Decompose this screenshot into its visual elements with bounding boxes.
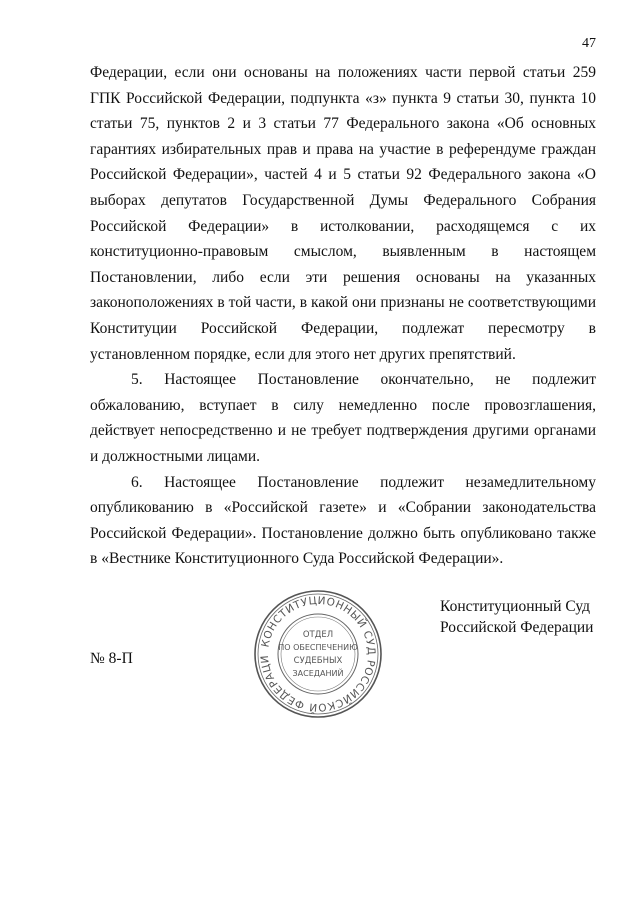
official-seal (252, 588, 384, 720)
paragraph-continuation: Федерации, если они основаны на положениях части первой статьи 259 ГПК Российской Федерации, подпункта «з» пункта 9 статьи 30, пункта 10 статьи 75, пунктов 2 и 3 статьи 77 Федерального закона «Об основных гарантиях избирательных прав и права на участие в референдуме граждан Российской Федерации», частей 4 и 5 статьи 92 Федерального закона «О выборах депутатов Государственной Думы Федерального Собрания Российской Федерации» в истолковании, расходящемся с их конституционно-правовым смыслом, выявленным в настоящем Постановлении, либо если эти решения основаны на указанных законоположениях в той части, в какой они признаны не соответствующими Конституции Российской Федерации, подлежат пересмотру в установленном порядке, если для этого нет других препятствий. (90, 64, 596, 363)
document-number: № 8-П (90, 650, 133, 667)
seal-center-line-4: ЗАСЕДАНИЙ (292, 669, 344, 678)
signature-line-2: Российской Федерации (440, 619, 594, 636)
seal-center-line-2: ПО ОБЕСПЕЧЕНИЮ (278, 643, 358, 652)
seal-center-line-1: ОТДЕЛ (302, 630, 334, 640)
document-body (90, 60, 596, 572)
paragraph-item-5: 5. Настоящее Постановление окончательно, не подлежит обжалованию, вступает в силу немедленно после провозглашения, действует непосредственно и не требует подтверждения другими органами и должностными лицами. (90, 371, 596, 465)
signature-line-1: Конституционный Суд (440, 598, 591, 615)
signature-block (440, 596, 593, 638)
paragraph-item-6: 6. Настоящее Постановление подлежит незамедлительному опубликованию в «Российской газете» и «Собрании законодательства Российской Федерации». Постановление должно быть опубликовано также в «Вестнике Конституционного Суда Российской Федерации». (90, 473, 596, 568)
seal-ring-text: КОНСТИТУЦИОННЫЙ СУД РОССИЙСКОЙ ФЕДЕРАЦИ (258, 594, 378, 714)
page-number: 47 (582, 36, 596, 51)
seal-center-line-3: СУДЕБНЫХ (293, 656, 343, 666)
seal-icon (252, 588, 384, 720)
